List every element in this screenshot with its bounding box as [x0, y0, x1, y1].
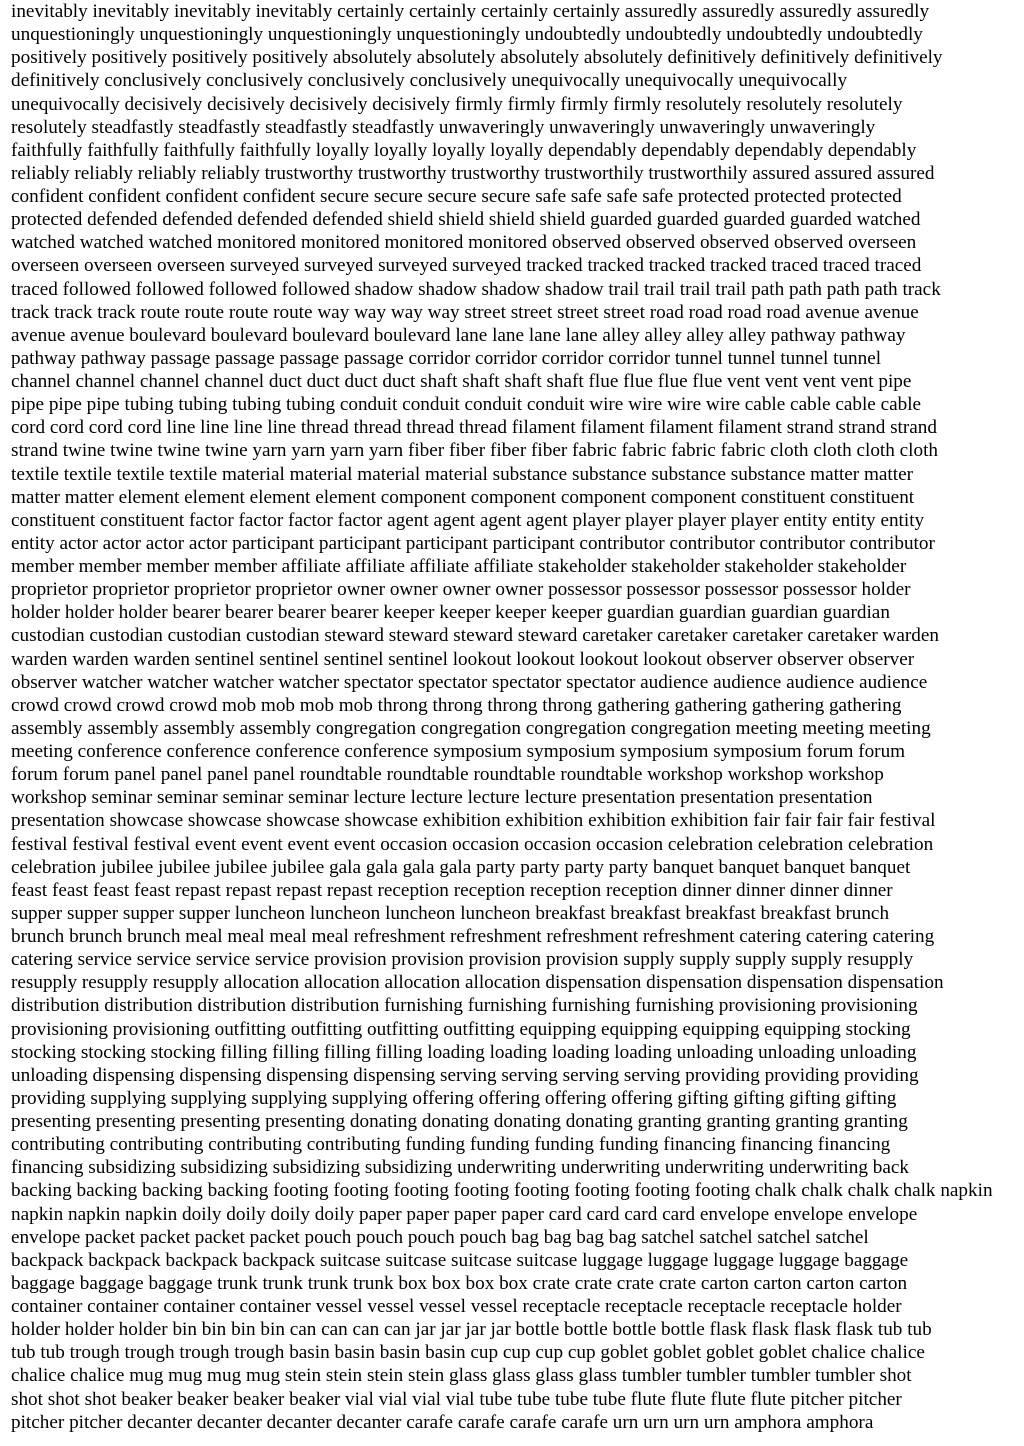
text-line: presentation showcase showcase showcase showcase exhibition exhibition exhibition exhibition fair fair fair fair festival [11, 810, 936, 832]
text-line: baggage baggage baggage trunk trunk trunk trunk box box box box crate crate crate crate carton carton carton carton [11, 1272, 908, 1294]
text-line: protected defended defended defended defended shield shield shield shield guarded guarded guarded guarded watched [11, 209, 921, 231]
text-line: proprietor proprietor proprietor proprietor owner owner owner owner possessor possessor possessor possessor holder [11, 579, 911, 601]
text-line: pitcher pitcher decanter decanter decanter decanter carafe carafe carafe carafe urn urn urn urn amphora amphora [11, 1411, 874, 1433]
text-line: distribution distribution distribution distribution furnishing furnishing furnishing furnishing provisioning provisioning [11, 995, 918, 1017]
body-text [11, 0, 1021, 1434]
text-line: matter matter element element element element component component component component constituent constituent [11, 486, 915, 508]
text-line: unquestioningly unquestioningly unquestioningly unquestioningly undoubtedly undoubtedly undoubtedly undoubtedly [11, 24, 923, 46]
text-line: stocking stocking stocking filling filling filling filling loading loading loading loading unloading unloading unloading [11, 1041, 917, 1063]
text-line: pathway pathway passage passage passage passage corridor corridor corridor corridor tunnel tunnel tunnel tunnel [11, 347, 882, 369]
text-line: holder holder holder bearer bearer bearer bearer keeper keeper keeper keeper guardian guardian guardian guardian [11, 602, 890, 624]
text-line: watched watched watched monitored monitored monitored monitored observed observed observed observed overseen [11, 232, 917, 254]
text-line: napkin napkin napkin doily doily doily doily paper paper paper paper card card card card envelope envelope envelope [11, 1203, 918, 1225]
text-line: forum forum panel panel panel panel roundtable roundtable roundtable roundtable workshop workshop workshop [11, 764, 884, 786]
text-line: traced followed followed followed followed shadow shadow shadow shadow trail trail trail trail path path path path track [11, 278, 941, 300]
text-line: envelope packet packet packet packet pouch pouch pouch pouch bag bag bag bag satchel satchel satchel satchel [11, 1226, 869, 1248]
text-line: reliably reliably reliably reliably trustworthy trustworthy trustworthy trustworthily trustworthily assured assured assured [11, 162, 935, 184]
text-line: tub tub trough trough trough trough basin basin basin basin cup cup cup cup goblet goblet goblet goblet chalice chalice [11, 1342, 925, 1364]
text-line: resupply resupply resupply allocation allocation allocation allocation dispensation dispensation dispensation dispensation [11, 972, 944, 994]
text-line: workshop seminar seminar seminar seminar lecture lecture lecture lecture presentation presentation presentation [11, 787, 873, 809]
text-line: warden warden warden sentinel sentinel sentinel sentinel lookout lookout lookout lookout observer observer observer [11, 648, 915, 670]
text-line: unloading dispensing dispensing dispensing dispensing serving serving serving serving providing providing providing [11, 1064, 919, 1086]
text-line: constituent constituent factor factor factor factor agent agent agent agent player player player player entity entity entity [11, 509, 925, 531]
text-line: container container container container vessel vessel vessel vessel receptacle receptacle receptacle receptacle holder [11, 1296, 902, 1317]
text-line: entity actor actor actor actor participant participant participant participant contributor contributor contributor contributor [11, 532, 935, 554]
text-line: definitively conclusively conclusively conclusively conclusively unequivocally unequivocally unequivocally [11, 70, 848, 92]
text-line: contributing contributing contributing contributing funding funding funding funding financing financing financing [11, 1134, 891, 1156]
text-line: textile textile textile textile material material material material substance substance substance substance matter matter [11, 463, 913, 485]
text-line: supper supper supper supper luncheon luncheon luncheon luncheon breakfast breakfast breakfast breakfast brunch [11, 902, 890, 924]
text-line: providing supplying supplying supplying supplying offering offering offering offering gifting gifting gifting gifting [11, 1087, 897, 1109]
text-line: shot shot shot beaker beaker beaker beaker vial vial vial vial tube tube tube tube flute flute flute flute pitcher pitcher [11, 1388, 902, 1410]
text-line: holder holder holder bin bin bin bin can can can can jar jar jar jar bottle bottle bottle bottle flask flask flask flask tub tub [11, 1319, 932, 1341]
text-line: custodian custodian custodian custodian steward steward steward steward caretaker caretaker caretaker caretaker warden [11, 625, 939, 647]
text-line: overseen overseen overseen surveyed surveyed surveyed surveyed tracked tracked tracked tracked traced traced traced [11, 255, 922, 277]
text-line: cord cord cord cord line line line line thread thread thread thread filament filament filament filament strand strand strand [11, 417, 937, 439]
text-line: observer watcher watcher watcher watcher spectator spectator spectator spectator audience audience audience audience [11, 671, 928, 693]
text-line: channel channel channel channel duct duct duct duct shaft shaft shaft shaft flue flue flue flue vent vent vent vent pipe [11, 371, 912, 392]
text-line: inevitably inevitably inevitably inevitably certainly certainly certainly certainly assuredly assuredly assuredly assuredly [11, 1, 930, 22]
text-line: financing subsidizing subsidizing subsidizing subsidizing underwriting underwriting underwriting underwriting back [11, 1157, 909, 1179]
text-line: brunch brunch brunch meal meal meal meal refreshment refreshment refreshment refreshment catering catering catering [11, 926, 935, 947]
text-line: pipe pipe pipe tubing tubing tubing tubing conduit conduit conduit conduit wire wire wire wire cable cable cable cable [11, 394, 922, 416]
text-line: provisioning provisioning outfitting outfitting outfitting outfitting equipping equipping equipping equipping stocking [11, 1018, 911, 1040]
text-line: confident confident confident confident secure secure secure secure safe safe safe safe protected protected protected [11, 186, 902, 207]
text-line: assembly assembly assembly assembly congregation congregation congregation congregation meeting meeting meeting [11, 717, 931, 739]
text-line: presenting presenting presenting presenting donating donating donating donating granting granting granting granting [11, 1111, 908, 1132]
text-line: crowd crowd crowd crowd mob mob mob mob throng throng throng throng gathering gathering gathering gathering [11, 694, 902, 716]
text-line: track track track route route route route way way way way street street street street road road road road avenue avenue [11, 301, 919, 323]
text-line: backing backing backing backing footing footing footing footing footing footing footing footing chalk chalk chalk chalk napkin [11, 1180, 993, 1202]
text-line: chalice chalice mug mug mug mug stein stein stein stein glass glass glass glass tumbler tumbler tumbler tumbler shot [11, 1365, 912, 1387]
text-line: positively positively positively positively absolutely absolutely absolutely absolutely definitively definitively definitively [11, 47, 943, 69]
text-line: feast feast feast feast repast repast repast repast reception reception reception reception dinner dinner dinner dinner [11, 879, 893, 901]
text-line: celebration jubilee jubilee jubilee jubilee gala gala gala gala party party party party banquet banquet banquet banquet [11, 856, 911, 878]
text-line: festival festival festival event event event event occasion occasion occasion occasion celebration celebration celebration [11, 833, 934, 855]
text-line: catering service service service service provision provision provision provision supply supply supply supply resupply [11, 949, 914, 971]
text-line: member member member member affiliate affiliate affiliate affiliate stakeholder stakeholder stakeholder stakeholder [11, 556, 907, 577]
text-line: backpack backpack backpack backpack suitcase suitcase suitcase suitcase luggage luggage luggage luggage baggage [11, 1249, 909, 1271]
text-line: resolutely steadfastly steadfastly steadfastly steadfastly unwaveringly unwaveringly unwaveringly unwaveringly [11, 116, 876, 138]
text-line: unequivocally decisively decisively decisively decisively firmly firmly firmly firmly resolutely resolutely resolutely [11, 93, 903, 115]
text-line: strand twine twine twine twine yarn yarn yarn yarn fiber fiber fiber fiber fabric fabric fabric fabric cloth cloth cloth cloth [11, 440, 939, 462]
text-line: avenue avenue boulevard boulevard boulevard boulevard lane lane lane lane alley alley alley alley pathway pathway [11, 324, 906, 346]
text-line: meeting conference conference conference conference symposium symposium symposium symposium forum forum [11, 741, 906, 762]
text-line: faithfully faithfully faithfully faithfully loyally loyally loyally loyally dependably dependably dependably dependably [11, 139, 917, 161]
